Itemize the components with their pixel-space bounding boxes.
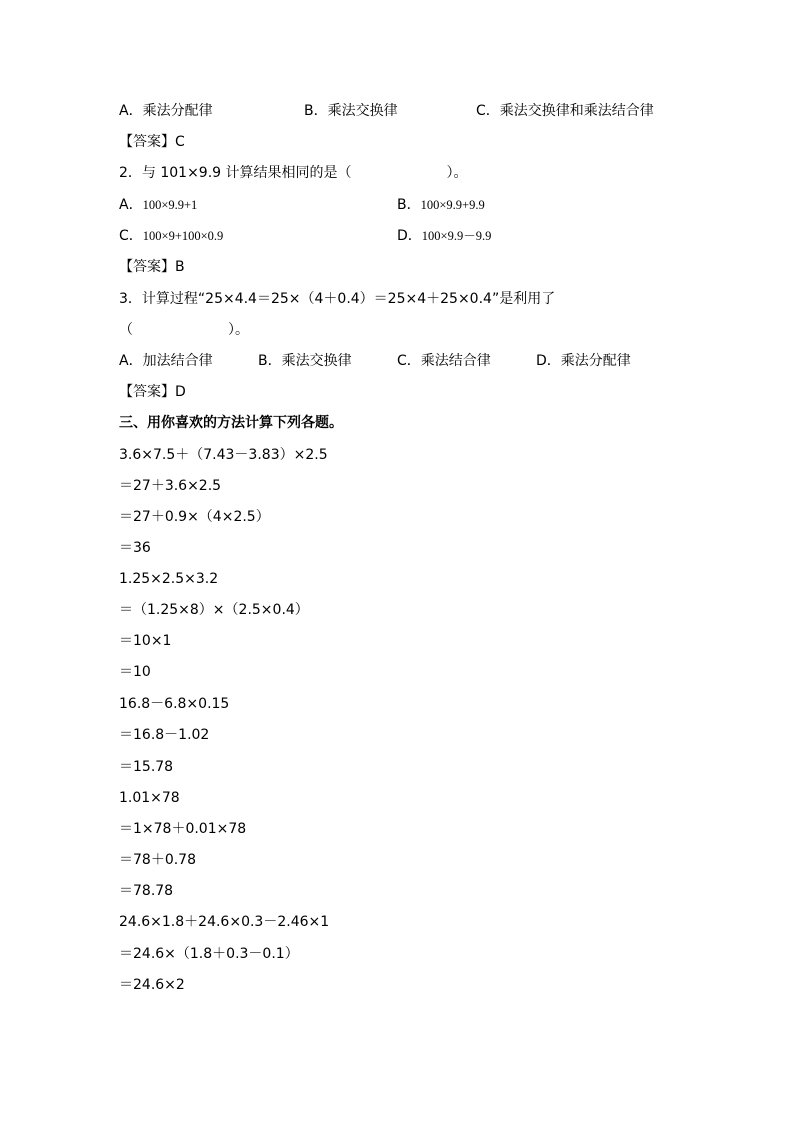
q2-stem-end: ）。 xyxy=(446,165,468,181)
q2-option-c-label: C． xyxy=(119,228,143,244)
q1-option-a: A．乘法分配律 xyxy=(119,103,213,119)
q2-option-c-expr: 100×9+100×0.9 xyxy=(142,229,224,243)
q2-stem xyxy=(119,164,468,182)
q1-option-c: C．乘法交换律和乘法结合律 xyxy=(476,103,654,119)
q2-option-a-expr: 100×9.9+1 xyxy=(142,198,198,212)
q2-option-b xyxy=(397,196,485,214)
q3-answer: 【答案】D xyxy=(119,384,186,400)
q3-option-b: B．乘法交换律 xyxy=(258,353,352,369)
q3-option-c: C．乘法结合律 xyxy=(397,353,491,369)
q2-option-d-expr: 100×9.9－9.9 xyxy=(421,229,492,243)
calc-line: ＝78＋0.78 xyxy=(119,852,196,868)
calc-line: 1.01×78 xyxy=(119,790,180,806)
calc-line: ＝（1.25×8）×（2.5×0.4） xyxy=(119,602,309,618)
calc-line: ＝10×1 xyxy=(119,633,172,649)
q2-answer: 【答案】B xyxy=(119,259,185,275)
q2-stem-text: 2．与 101×9.9 计算结果相同的是（ xyxy=(119,165,352,181)
calc-line: ＝27＋0.9×（4×2.5） xyxy=(119,509,270,525)
calc-line: ＝78.78 xyxy=(119,883,174,899)
q2-option-d-label: D． xyxy=(397,228,422,244)
calc-line: 24.6×1.8＋24.6×0.3－2.46×1 xyxy=(119,914,330,930)
calc-line: ＝10 xyxy=(119,664,151,680)
calc-line: ＝24.6×（1.8＋0.3－0.1） xyxy=(119,946,299,962)
q2-option-d xyxy=(397,227,491,245)
calc-line: ＝27＋3.6×2.5 xyxy=(119,478,222,494)
q1-option-b: B．乘法交换律 xyxy=(304,103,398,119)
q3-stem-end: ）。 xyxy=(228,322,249,338)
q2-option-b-expr: 100×9.9+9.9 xyxy=(420,198,485,212)
q2-option-a-label: A． xyxy=(119,197,143,213)
q3-stem-line-1: 3．计算过程“25×4.4＝25×（4＋0.4）＝25×4＋25×0.4”是利用了 xyxy=(119,291,556,307)
calc-line: ＝24.6×2 xyxy=(119,977,185,993)
q3-option-d: D．乘法分配律 xyxy=(536,353,631,369)
q2-option-c xyxy=(119,227,223,245)
calc-line: ＝16.8－1.02 xyxy=(119,727,210,743)
q2-option-a xyxy=(119,196,197,214)
calc-line: ＝1×78＋0.01×78 xyxy=(119,821,247,837)
q1-answer: 【答案】C xyxy=(119,134,185,150)
calc-line: 3.6×7.5＋（7.43－3.83）×2.5 xyxy=(119,447,328,463)
calc-line: 1.25×2.5×3.2 xyxy=(119,571,219,587)
q3-stem-open: （ xyxy=(119,322,133,338)
calc-line: ＝15.78 xyxy=(119,759,174,775)
calc-line: 16.8－6.8×0.15 xyxy=(119,696,230,712)
section-3-heading: 三、用你喜欢的方法计算下列各题。 xyxy=(119,415,343,431)
calc-line: ＝36 xyxy=(119,540,151,556)
q3-stem-line-2 xyxy=(119,321,249,339)
q3-option-a: A．加法结合律 xyxy=(119,353,213,369)
q2-option-b-label: B． xyxy=(397,197,421,213)
